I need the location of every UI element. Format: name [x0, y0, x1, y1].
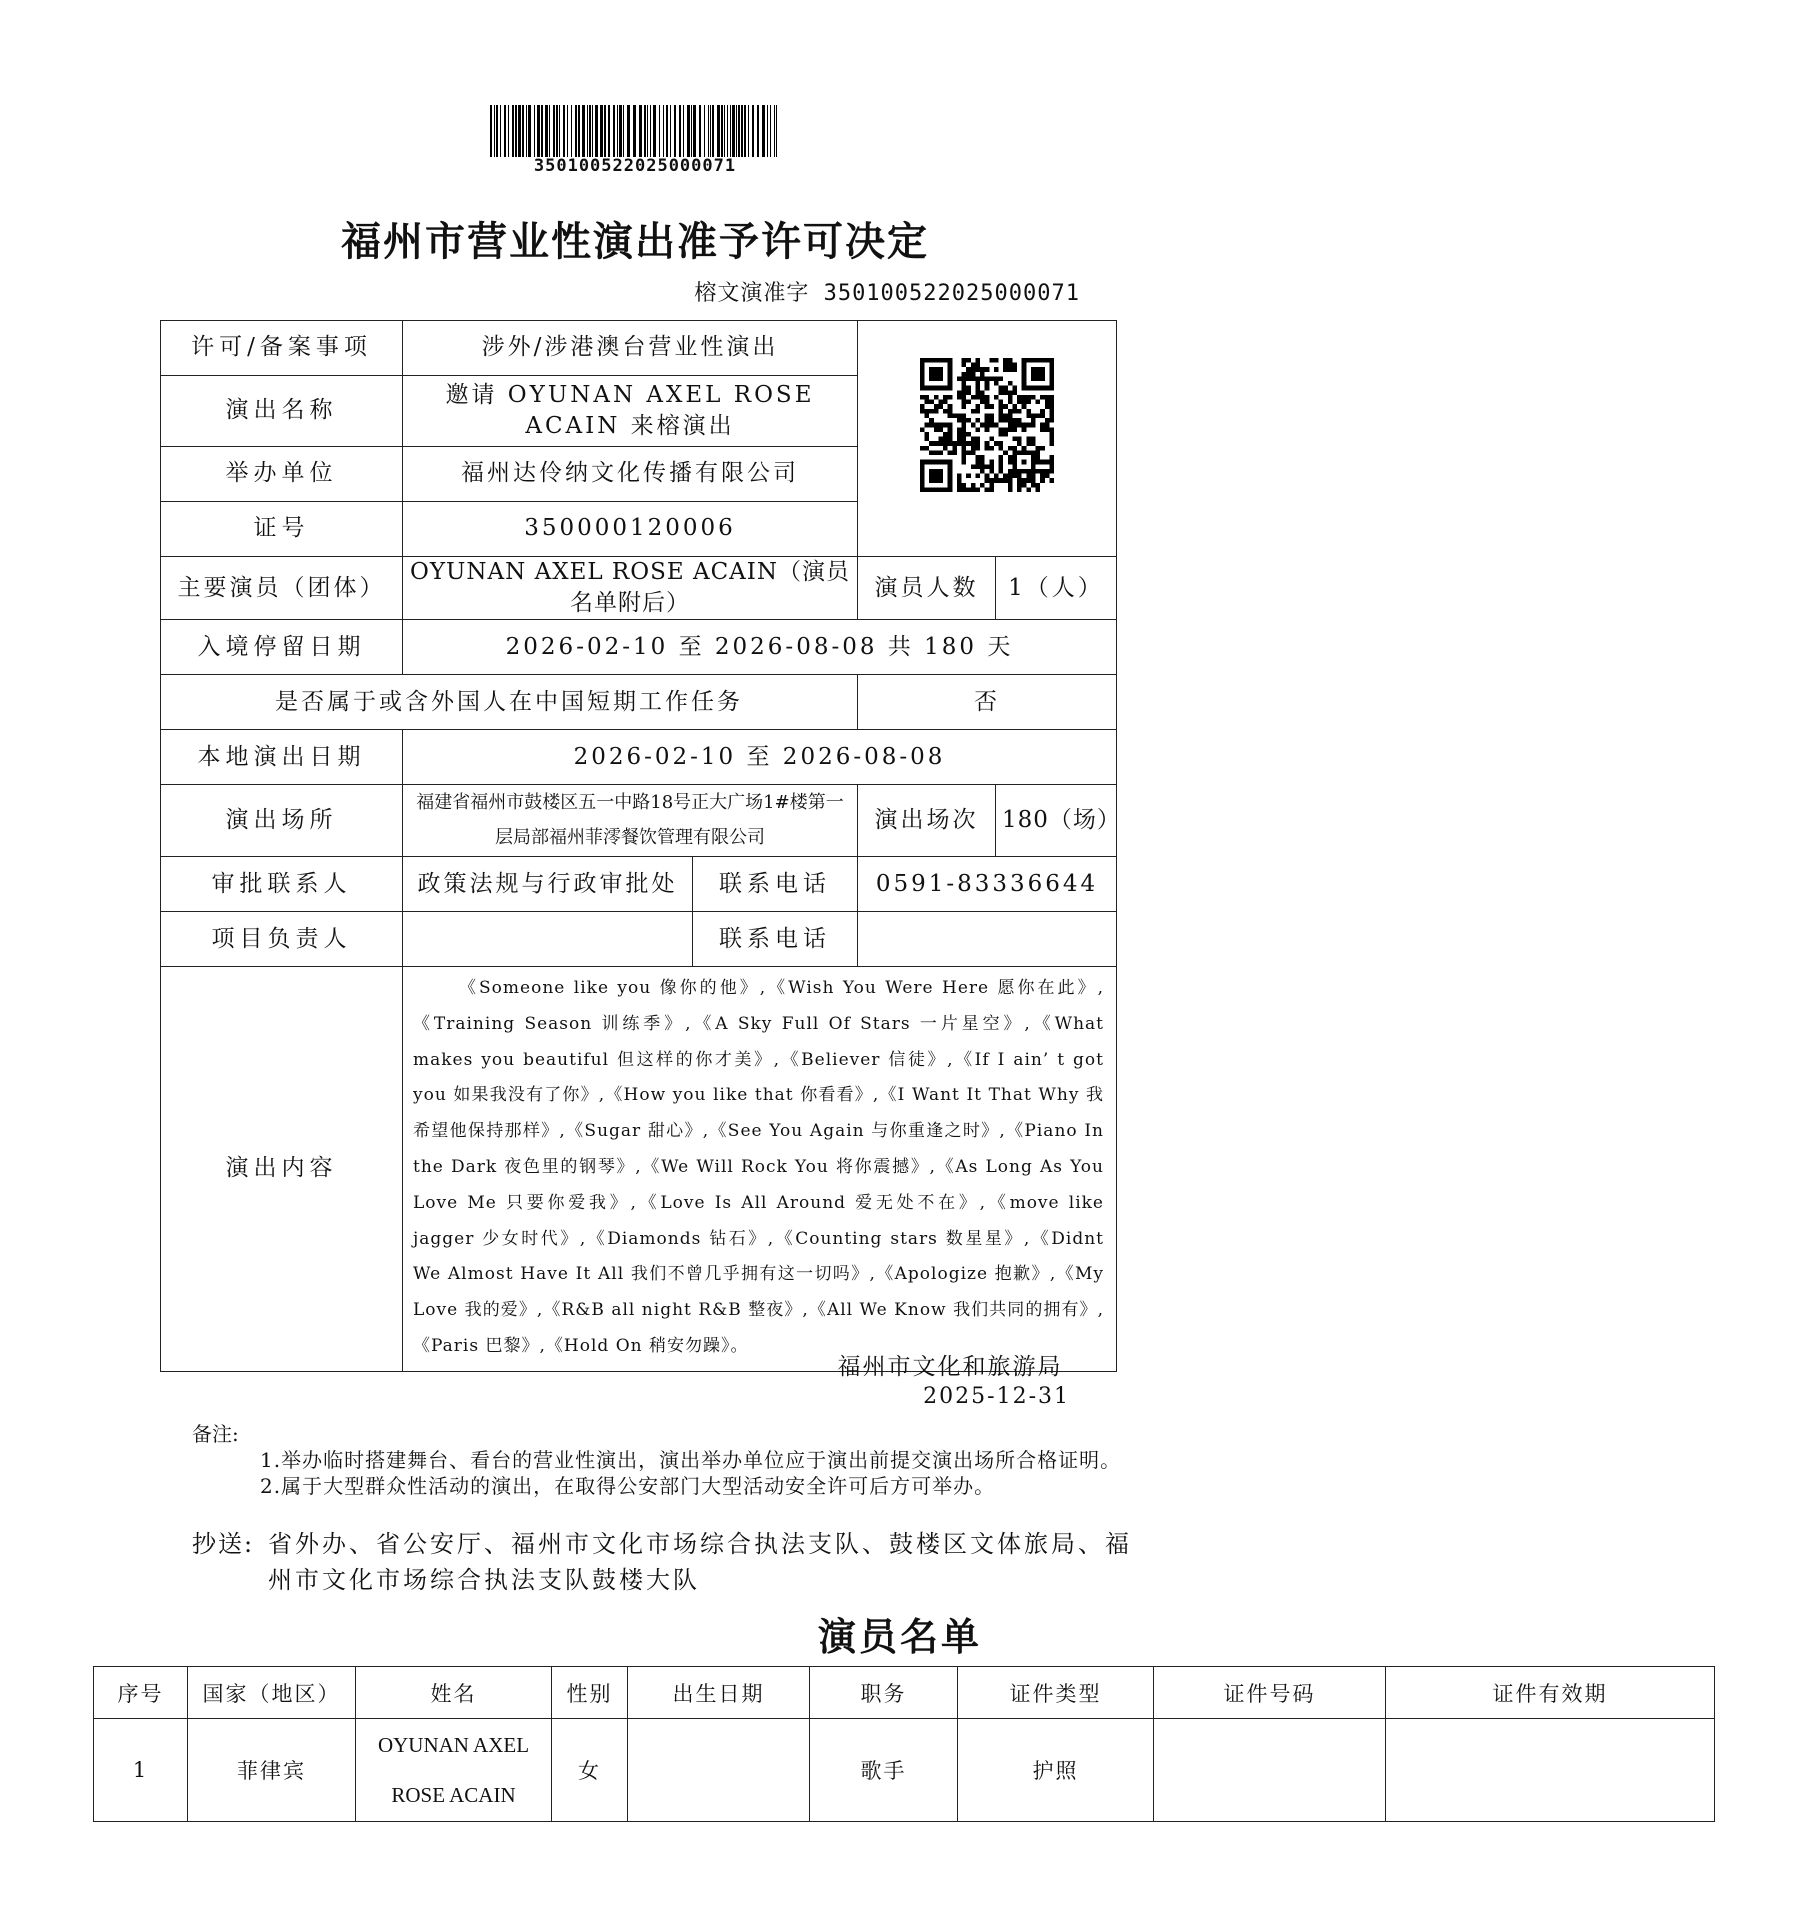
roster-cell-role: 歌手 — [810, 1719, 958, 1822]
permit-item-label: 许可/备案事项 — [161, 321, 403, 376]
license-value: 350000120006 — [403, 502, 858, 557]
venue-value: 福建省福州市鼓楼区五一中路18号正大广场1#楼第一层局部福州菲澪餐饮管理有限公司 — [403, 785, 858, 857]
phone-label: 联系电话 — [693, 857, 858, 912]
performers-value: OYUNAN AXEL ROSE ACAIN（演员名单附后） — [403, 557, 858, 620]
phone2-label: 联系电话 — [693, 912, 858, 967]
cc-label: 抄送: — [192, 1530, 255, 1558]
short-work-value: 否 — [858, 675, 1117, 730]
roster-header-cell: 姓名 — [356, 1667, 552, 1719]
sessions-value: 180（场） — [996, 785, 1117, 857]
roster-header-cell: 证件号码 — [1154, 1667, 1386, 1719]
local-dates-value: 2026-02-10 至 2026-08-08 — [403, 730, 1117, 785]
roster-header-cell: 出生日期 — [628, 1667, 810, 1719]
roster-cell-country: 菲律宾 — [188, 1719, 356, 1822]
permit-item-value: 涉外/涉港澳台营业性演出 — [403, 321, 858, 376]
show-name-value: 邀请 OYUNAN AXEL ROSE ACAIN 来榕演出 — [403, 376, 858, 447]
issue-date: 2025-12-31 — [923, 1384, 1070, 1409]
sessions-label: 演出场次 — [858, 785, 996, 857]
organizer-label: 举办单位 — [161, 447, 403, 502]
issuer-name: 福州市文化和旅游局 — [837, 1354, 1063, 1380]
roster-cell-id-type: 护照 — [958, 1719, 1154, 1822]
cc-recipients-line1: 省外办、省公安厅、福州市文化市场综合执法支队、鼓楼区文体旅局、福 — [268, 1530, 1132, 1558]
roster-cell-name: OYUNAN AXEL ROSE ACAIN — [356, 1719, 552, 1822]
organizer-value: 福州达伶纳文化传播有限公司 — [403, 447, 858, 502]
project-lead-label: 项目负责人 — [161, 912, 403, 967]
roster-cell-gender: 女 — [552, 1719, 628, 1822]
roster-header-cell: 性别 — [552, 1667, 628, 1719]
roster-header-cell: 职务 — [810, 1667, 958, 1719]
roster-cell-id-expiry — [1386, 1719, 1715, 1822]
roster-cell-index: 1 — [94, 1719, 188, 1822]
barcode-number: 350100522025000071 — [533, 156, 737, 176]
phone2-value — [858, 912, 1117, 967]
cc-recipients-line2: 州市文化市场综合执法支队鼓楼大队 — [268, 1566, 700, 1594]
qr-code-cell — [858, 321, 1117, 557]
note-item: 1.举办临时搭建舞台、看台的营业性演出，演出举办单位应于演出前提交演出场所合格证明。 — [260, 1448, 1122, 1472]
roster-title: 演员名单 — [817, 1614, 982, 1659]
table-row — [94, 1719, 1715, 1822]
license-label: 证号 — [161, 502, 403, 557]
phone-value: 0591-83336644 — [858, 857, 1117, 912]
roster-cell-birthdate — [628, 1719, 810, 1822]
document-number: 榕文演准字 350100522025000071 — [694, 281, 1080, 306]
roster-header-cell: 序号 — [94, 1667, 188, 1719]
content-text: 《Someone like you 像你的他》,《Wish You Were Here 愿你在此》,《Training Season 训练季》,《A Sky Full Of Stars 一片星空》,《What makes you beautiful 但这样的你才美》,《Believer 信徒》,《If I ain’ t got you 如果我没有了你》,《How you like that 你看看》,《I Want It That Why 我希望他保持那样》,《Sugar 甜心》,《See You Again 与你重逢之时》,《Piano In the Dark 夜色里的钢琴》,《We Will Rock You 将你震撼》,《As Long As You Love Me 只要你爱我》,《Love Is All Around 爱无处不在》,《move like jagger 少女时代》,《Diamonds 钻石》,《Counting stars 数星星》,《Didnt We Almost Have It All 我们不曾几乎拥有这一切吗》,《Apologize 抱歉》,《My Love 我的爱》,《R&B all night R&B 整夜》,《All We Know 我们共同的拥有》,《Paris 巴黎》,《Hold On 稍安勿躁》。 — [413, 978, 1104, 1357]
venue-label: 演出场所 — [161, 785, 403, 857]
permit-table — [160, 320, 1121, 1372]
document-title: 福州市营业性演出准予许可决定 — [341, 218, 929, 265]
barcode-image — [490, 105, 780, 157]
performer-count-label: 演员人数 — [858, 557, 996, 620]
qr-code-icon — [920, 358, 1054, 492]
short-work-label: 是否属于或含外国人在中国短期工作任务 — [161, 675, 858, 730]
notes-label: 备注: — [192, 1422, 239, 1446]
entry-period-value: 2026-02-10 至 2026-08-08 共 180 天 — [403, 620, 1117, 675]
local-dates-label: 本地演出日期 — [161, 730, 403, 785]
performers-label: 主要演员（团体） — [161, 557, 403, 620]
note-item: 2.属于大型群众性活动的演出，在取得公安部门大型活动安全许可后方可举办。 — [260, 1474, 996, 1498]
performer-count-value: 1（人） — [996, 557, 1117, 620]
approval-contact-label: 审批联系人 — [161, 857, 403, 912]
entry-period-label: 入境停留日期 — [161, 620, 403, 675]
roster-table — [93, 1666, 1715, 1822]
roster-header-cell: 证件类型 — [958, 1667, 1154, 1719]
content-label: 演出内容 — [161, 967, 403, 1372]
approval-contact-value: 政策法规与行政审批处 — [403, 857, 693, 912]
project-lead-value — [403, 912, 693, 967]
content-value — [403, 967, 1117, 1372]
roster-header-row — [94, 1667, 1715, 1719]
roster-cell-id-number — [1154, 1719, 1386, 1822]
roster-header-cell: 国家（地区） — [188, 1667, 356, 1719]
show-name-label: 演出名称 — [161, 376, 403, 447]
roster-header-cell: 证件有效期 — [1386, 1667, 1715, 1719]
